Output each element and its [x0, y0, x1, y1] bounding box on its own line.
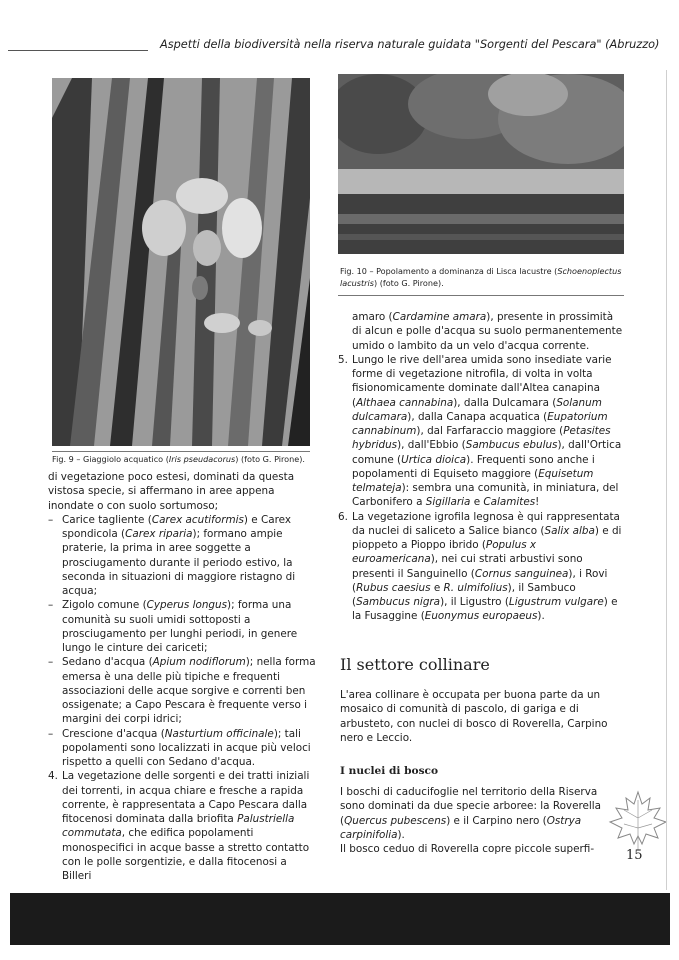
list-number: 6. [338, 510, 348, 523]
section-title: Il settore collinare [340, 655, 490, 674]
list-item-cyperus: – Zigolo comune (Cyperus longus); forma una comunità su suoli umidi sottoposti a prosciugamento per lunghi periodi, in genere lungo le cinture dei cariceti; [48, 599, 298, 654]
fig9-caption: Fig. 9 – Giaggiolo acquatico (Iris pseudacorus) (foto G. Pirone). [52, 454, 305, 464]
list-item-4-spring-vegetation: 4. La vegetazione delle sorgenti e dei tratti iniziali dei torrenti, in acqua chiare e fresche a rapida corrente, è rappresentata a Capo Pescara dalla fitocenosi dominata dalla briofita Palustriella commutata, che edifica popolamenti monospecifici in acque basse a stretto contatto con le polle sorgentizie, e dalla fitocenosi a Billeri [48, 770, 310, 882]
page-number: 15 [626, 848, 643, 863]
fig9-caption-rule [52, 451, 310, 452]
footer-band [10, 893, 670, 945]
fig10-caption-rule [338, 295, 624, 296]
right-column [338, 310, 625, 624]
schoenoplectus-photo [338, 74, 624, 254]
subsection-title: I nuclei di bosco [340, 765, 439, 777]
paragraph-iris-continuation: di vegetazione poco estesi, dominati da questa vistosa specie, si affermano in aree appena inondate o con suolo sortumoso; [48, 471, 295, 512]
subsection-paragraph: I boschi di caducifoglie nel territorio della Riserva sono dominati da due specie arboree: la Roverella (Quercus pubescens) e il Carpino nero (Ostrya carpinifolia). Il bosco ceduo di Roverella copre piccole superfi- [340, 785, 608, 856]
iris-photo [52, 78, 310, 446]
list-item-apium: – Sedano d'acqua (Apium nodiflorum); nella forma emersa è una delle più tipiche e frequenti associazioni delle acque sorgive e correnti ben ossigenate; a Capo Pescara è frequente verso i margini dei corpi idrici; [48, 656, 316, 726]
list-marker: – [48, 599, 54, 612]
list-marker: – [48, 727, 54, 740]
list-number: 4. [48, 770, 58, 783]
list-item-4-continuation: amaro (Cardamine amara), presente in prossimità di alcun e polle d'acqua su suolo permanentemente umido o lambito da un velo d'acqua corrente. [352, 311, 623, 352]
list-item-5-nitrophilous: 5. Lungo le rive dell'area umida sono insediate varie forme di vegetazione nitrofila, di volta in volta fisionomicamente dominate dall'Altea canapina (Althaea cannabina), dalla Dulcamara (Solanum dulcamara), dalla Canapa acquatica (Eupatorium cannabinum), dal Farfaraccio maggiore (Petasites hybridus), dall'Ebbio (Sambucus ebulus), dall'Ortica comune (Urtica dioica). Frequenti sono anche i popolamenti di Equiseto maggiore (Equisetum telmateja): sembra una comunità, in miniatura, del Carbonifero a Sigillaria e Calamites! [338, 353, 622, 509]
paragraph-last-line: Il bosco ceduo di Roverella copre piccole superfi- [340, 843, 595, 855]
list-marker: – [48, 656, 54, 669]
margin-rule [666, 70, 667, 890]
list-marker: – [48, 513, 54, 526]
left-column [48, 470, 318, 883]
list-item-nasturtium: – Crescione d'acqua (Nasturtium officinale); tali popolamenti sono localizzati in acque più veloci rispetto a quelli con Sedano d'acqua. [48, 727, 311, 768]
fig10-caption: Fig. 10 – Popolamento a dominanza di Lisca lacustre (Schoenoplectus lacustris) (foto G. Pirone). [340, 266, 622, 288]
maple-leaf-icon [606, 788, 670, 852]
list-item-carex: – Carice tagliente (Carex acutiformis) e Carex spondicola (Carex riparia); formano ampie praterie, la prima in aree soggette a prosciugamento durante il periodo estivo, la seconda in situazioni di maggiore ristagno di acqua; [48, 513, 296, 597]
list-number: 5. [338, 353, 348, 366]
header-rule [8, 50, 148, 51]
section-paragraph: L'area collinare è occupata per buona parte da un mosaico di comunità di pascolo, di gariga e di arbusteto, con nuclei di bosco di Roverella, Carpino nero e Leccio. [340, 689, 608, 744]
running-head: Aspetti della biodiversità nella riserva naturale guidata "Sorgenti del Pescara" (Abruzzo) [160, 38, 660, 51]
list-item-6-woody: 6. La vegetazione igrofila legnosa è qui rappresentata da nuclei di saliceto a Salice bianco (Salix alba) e di pioppeto a Pioppo ibrido (Populus x euroamericana), nei cui strati arbustivi sono presenti il Sanguinello (Cornus sanguinea), i Rovi (Rubus caesius e R. ulmifolius), il Sambuco (Sambucus nigra), il Ligustro (Ligustrum vulgare) e la Fusaggine (Euonymus europaeus). [338, 510, 622, 623]
